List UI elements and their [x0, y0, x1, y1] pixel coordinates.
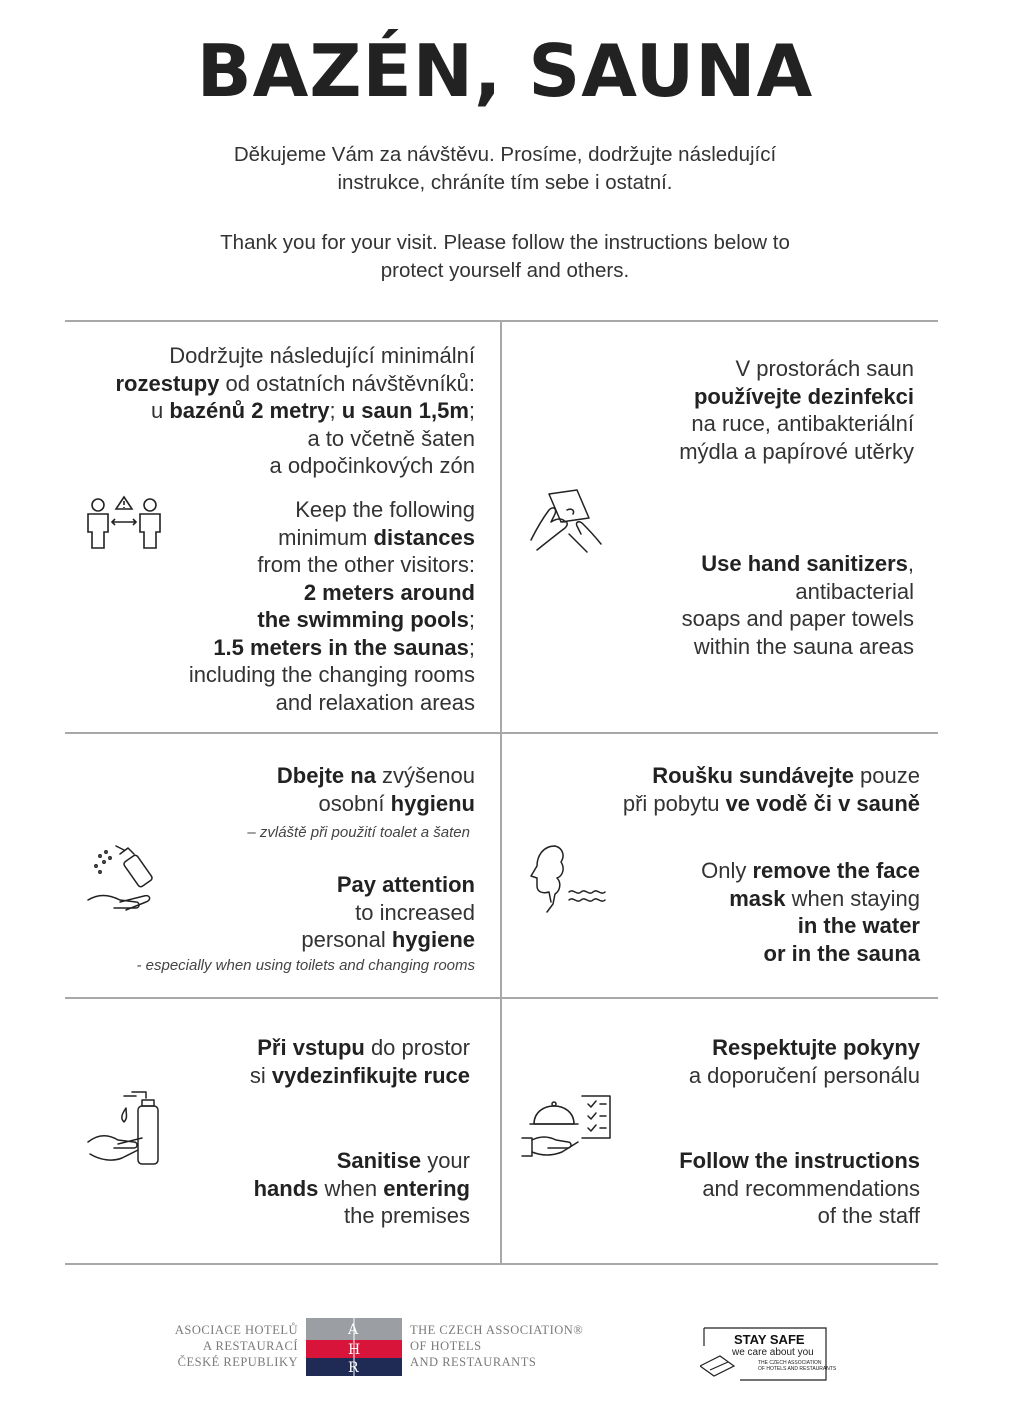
text-line: [689, 1034, 920, 1062]
text: a odpočinkových zón: [269, 453, 475, 478]
text-line: [254, 1202, 470, 1230]
stay-safe-title: STAY SAFE: [734, 1332, 805, 1347]
bold-text: 2 meters around: [303, 579, 475, 605]
text-line: [682, 605, 914, 633]
hygiene-note-english: - especially when using toilets and changing rooms: [136, 957, 475, 974]
bold-text: mask: [729, 885, 786, 911]
mask-text-english: [701, 857, 920, 967]
text: na ruce, antibakteriální: [691, 411, 914, 436]
text-line: [689, 1062, 920, 1090]
bold-text: vydezinfikujte ruce: [271, 1062, 470, 1088]
face-water-icon: [525, 842, 607, 914]
text: from the other visitors:: [257, 552, 475, 577]
text-line: [189, 496, 475, 524]
bold-text: rozestupy: [115, 370, 220, 396]
staff-text-czech: [689, 1034, 920, 1089]
footer-line: ASOCIACE HOTELŮ: [174, 1323, 298, 1337]
entry-text-czech: [250, 1034, 470, 1089]
stay-safe-small-line: OF HOTELS AND RESTAURANTS: [758, 1366, 837, 1372]
text-line: [277, 790, 475, 818]
text: Keep the following: [295, 497, 475, 522]
mask-text-czech: [623, 762, 920, 817]
text: and relaxation areas: [275, 689, 475, 715]
text-line: [682, 633, 914, 661]
ahr-logo: [306, 1318, 402, 1376]
text: mýdla a papírové utěrky: [679, 438, 914, 464]
bold-text: používejte dezinfekci: [693, 383, 914, 409]
text: Dodržujte následující minimální: [169, 343, 475, 368]
text: pouze: [853, 763, 920, 788]
text: zvýšenou: [375, 763, 475, 788]
text-line: [115, 397, 475, 425]
bold-text: remove the face: [752, 858, 920, 883]
text: to increased: [355, 899, 475, 925]
association-name-english: [410, 1322, 620, 1370]
intro-english-line: Thank you for your visit. Please follow the instructions below to: [220, 231, 790, 254]
distance-text-czech: [115, 342, 475, 480]
footer-line: A RESTAURACÍ: [203, 1339, 298, 1353]
bold-text: Pay attention: [336, 872, 475, 897]
bold-text: distances: [373, 524, 475, 550]
bold-text: Use hand sanitizers: [701, 551, 908, 576]
text: minimum: [278, 524, 374, 550]
footer-line: AND RESTAURANTS: [410, 1355, 537, 1369]
text-line: [679, 1175, 920, 1203]
text-line: [679, 383, 914, 411]
hand-dispenser-icon: [86, 1088, 166, 1168]
intro-czech: [0, 141, 1010, 197]
text-line: [254, 1175, 470, 1203]
text: your: [421, 1148, 470, 1173]
text-line: [679, 1202, 920, 1230]
text: ;: [468, 634, 475, 660]
text-line: [250, 1062, 470, 1090]
text: do prostor: [364, 1035, 470, 1060]
text-line: [115, 452, 475, 480]
text: antibacterial: [795, 578, 914, 604]
bold-text: Dbejte na: [276, 763, 376, 788]
bold-text: or in the sauna: [763, 940, 920, 966]
bold-text: in the water: [797, 913, 920, 938]
text-line: [301, 899, 475, 927]
text-line: [682, 578, 914, 606]
text-line: [623, 762, 920, 790]
bold-text: hands: [253, 1175, 319, 1201]
sanitizer-text-czech: [679, 355, 914, 465]
hands-towel-icon: [527, 488, 605, 554]
text-line: [701, 912, 920, 940]
intro-czech-line: instrukce, chráníte tím sebe i ostatní.: [337, 171, 673, 194]
grid-divider-vertical: [500, 322, 502, 1264]
people-distance-icon: [84, 494, 166, 550]
stay-safe-subtitle: we care about you: [732, 1347, 814, 1358]
bold-text: Respektujte pokyny: [712, 1035, 920, 1060]
text-line: [189, 551, 475, 579]
text-line: [682, 550, 914, 578]
text-line: [189, 689, 475, 717]
hygiene-text-english: [301, 871, 475, 954]
staff-text-english: [679, 1147, 920, 1230]
waiter-checklist-icon: [520, 1094, 614, 1160]
bold-text: Roušku sundávejte: [652, 763, 854, 788]
text: when staying: [785, 885, 920, 911]
bold-text: entering: [383, 1175, 470, 1201]
text-line: [701, 940, 920, 968]
bold-text: ve vodě či v sauně: [725, 790, 920, 816]
bold-text: 1.5 meters in the saunas: [213, 634, 469, 660]
text: ;: [468, 607, 475, 632]
spray-hand-icon: [86, 842, 166, 914]
bold-text: hygienu: [390, 790, 475, 816]
intro-english-line: protect yourself and others.: [380, 259, 630, 282]
entry-text-english: [254, 1147, 470, 1230]
text: a to včetně šaten: [307, 425, 475, 451]
text-line: [701, 857, 920, 885]
text-line: [679, 410, 914, 438]
sanitizer-text-english: [682, 550, 914, 660]
stay-safe-small-text: [758, 1360, 836, 1372]
text: including the changing rooms: [188, 662, 475, 687]
text-line: [189, 661, 475, 689]
bold-text: hygiene: [391, 927, 475, 952]
text-line: [189, 634, 475, 662]
intro-czech-line: Děkujeme Vám za návštěvu. Prosíme, dodržujte následující: [233, 143, 777, 166]
text: při pobytu: [622, 790, 726, 816]
svg-text:R: R: [348, 1360, 359, 1376]
hygiene-note-czech: – zvláště při použití toalet a šaten: [247, 824, 470, 841]
text-line: [623, 790, 920, 818]
text: si: [249, 1062, 272, 1088]
text: personal: [301, 927, 392, 952]
text-line: [115, 425, 475, 453]
distance-text-english: [189, 496, 475, 716]
footer-line: THE CZECH ASSOCIATION®: [410, 1323, 584, 1337]
bold-text: Při vstupu: [257, 1035, 365, 1060]
bold-text: u saun 1,5m: [341, 398, 469, 423]
text: the premises: [344, 1203, 470, 1228]
svg-text:H: H: [348, 1342, 361, 1358]
text-line: [250, 1034, 470, 1062]
text: a doporučení personálu: [688, 1062, 920, 1088]
text: and recommendations: [702, 1175, 920, 1201]
text: V prostorách saun: [735, 356, 914, 381]
text: when: [318, 1175, 384, 1201]
svg-text:A: A: [348, 1322, 359, 1338]
text-line: [189, 606, 475, 634]
text: soaps and paper towels: [681, 606, 914, 631]
text: within the sauna areas: [693, 633, 914, 659]
text: ,: [907, 551, 914, 576]
association-name-czech: [150, 1322, 298, 1370]
text: Only: [701, 858, 753, 883]
stay-safe-small-line: THE CZECH ASSOCIATION: [758, 1360, 822, 1366]
hygiene-text-czech: [277, 762, 475, 817]
text: od ostatních návštěvníků:: [219, 370, 475, 396]
text-line: [679, 438, 914, 466]
text-line: [301, 926, 475, 954]
text: ;: [329, 398, 342, 423]
bold-text: the swimming pools: [257, 607, 469, 632]
text-line: [189, 524, 475, 552]
stay-safe-badge: [700, 1326, 837, 1382]
text: u: [150, 398, 170, 423]
text-line: [301, 871, 475, 899]
text-line: [701, 885, 920, 913]
text-line: [679, 1147, 920, 1175]
text-line: [115, 342, 475, 370]
bold-text: Follow the instructions: [679, 1148, 920, 1173]
text: of the staff: [817, 1203, 920, 1228]
text-line: [277, 762, 475, 790]
text-line: [254, 1147, 470, 1175]
text-line: [115, 370, 475, 398]
text: ;: [468, 398, 475, 423]
bold-text: Sanitise: [336, 1148, 422, 1173]
intro-english: [0, 229, 1010, 285]
footer-line: ČESKÉ REPUBLIKY: [177, 1355, 298, 1369]
text-line: [189, 579, 475, 607]
text-line: [679, 355, 914, 383]
text: osobní: [318, 790, 391, 816]
bold-text: bazénů 2 metry: [169, 398, 330, 423]
page-title: BAZÉN, SAUNA: [196, 29, 814, 113]
footer-line: OF HOTELS: [410, 1339, 482, 1353]
